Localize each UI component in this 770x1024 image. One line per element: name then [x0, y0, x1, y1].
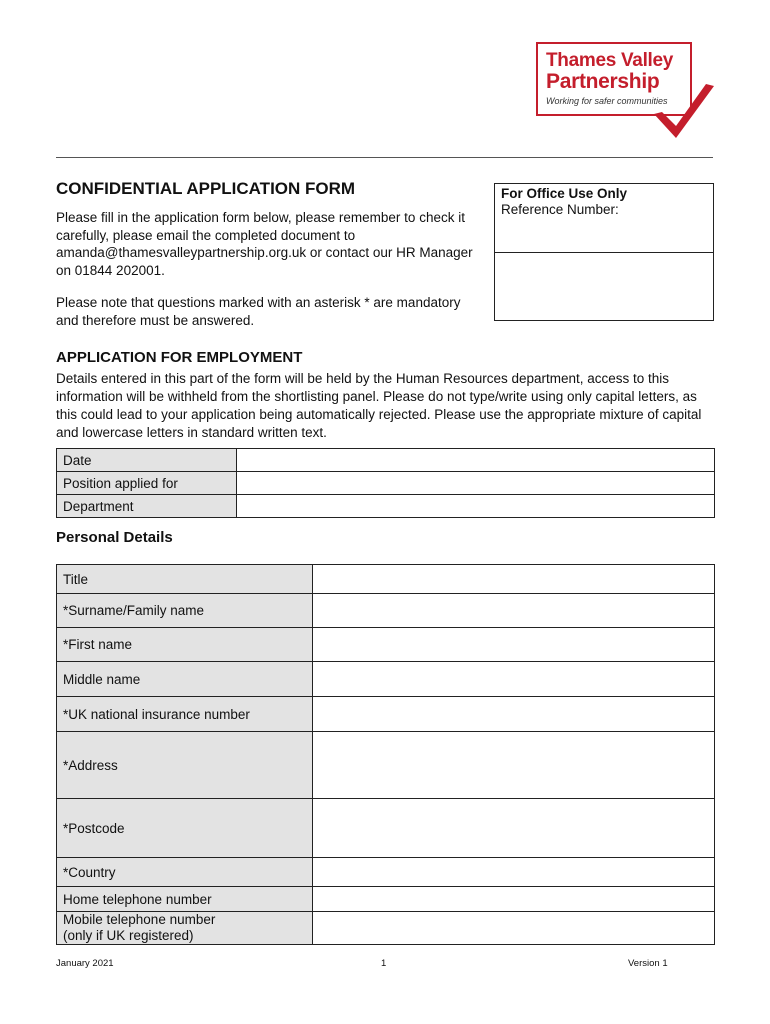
- intro-text: Please fill in the application form below, please remember to check it carefully, please email the completed document to amanda@thamesvalleypartnership.org.uk or contact our HR Manager on 01844 202001.: [56, 210, 473, 278]
- footer-page-number: 1: [381, 958, 387, 969]
- position-input[interactable]: [236, 472, 714, 495]
- logo-line1: Thames Valley: [546, 50, 674, 71]
- ni-number-label: *UK national insurance number: [57, 697, 313, 732]
- reference-number-label: Reference Number:: [501, 202, 619, 217]
- country-input[interactable]: [312, 858, 714, 887]
- home-phone-label: Home telephone number: [57, 887, 313, 912]
- logo: [536, 42, 716, 142]
- table-row: [57, 449, 715, 472]
- logo-line2: Partnership: [546, 70, 660, 93]
- position-label: Position applied for: [57, 472, 237, 495]
- mobile-phone-input[interactable]: [312, 912, 714, 945]
- surname-label: *Surname/Family name: [57, 594, 313, 628]
- table-row: [57, 472, 715, 495]
- first-name-label: *First name: [57, 628, 313, 662]
- office-use-box: [494, 183, 714, 321]
- page-title: CONFIDENTIAL APPLICATION FORM: [56, 179, 356, 198]
- table-row: [57, 912, 715, 945]
- ni-number-input[interactable]: [312, 697, 714, 732]
- table-row: [57, 697, 715, 732]
- middle-name-label: Middle name: [57, 662, 313, 697]
- address-input[interactable]: [312, 732, 714, 799]
- table-row: [57, 594, 715, 628]
- first-name-input[interactable]: [312, 628, 714, 662]
- office-use-header: [495, 184, 713, 253]
- postcode-input[interactable]: [312, 799, 714, 858]
- checkmark-icon: [536, 42, 716, 142]
- employment-table: [56, 448, 715, 518]
- department-input[interactable]: [236, 495, 714, 518]
- table-row: [57, 628, 715, 662]
- logo-tagline: Working for safer communities: [546, 96, 668, 106]
- footer-version: Version 1: [628, 958, 668, 969]
- title-label: Title: [57, 565, 313, 594]
- surname-input[interactable]: [312, 594, 714, 628]
- table-row: [57, 495, 715, 518]
- personal-details-heading: Personal Details: [56, 529, 173, 546]
- table-row: [57, 887, 715, 912]
- personal-details-table: [56, 564, 715, 945]
- employment-heading: APPLICATION FOR EMPLOYMENT: [56, 349, 303, 366]
- date-label: Date: [57, 449, 237, 472]
- table-row: [57, 732, 715, 799]
- table-row: [57, 799, 715, 858]
- postcode-label: *Postcode: [57, 799, 313, 858]
- office-use-heading: For Office Use Only: [501, 186, 628, 201]
- mobile-phone-label-cell: [57, 912, 313, 945]
- mobile-phone-sublabel: (only if UK registered): [63, 928, 194, 943]
- mandatory-note: Please note that questions marked with an asterisk * are mandatory and therefore must be answered.: [56, 295, 461, 328]
- title-input[interactable]: [312, 565, 714, 594]
- header-divider: [56, 157, 713, 158]
- address-label: *Address: [57, 732, 313, 799]
- mobile-phone-label: Mobile telephone number: [63, 912, 216, 927]
- home-phone-input[interactable]: [312, 887, 714, 912]
- footer-date: January 2021: [56, 958, 114, 969]
- country-label: *Country: [57, 858, 313, 887]
- department-label: Department: [57, 495, 237, 518]
- employment-text: Details entered in this part of the form will be held by the Human Resources department, access to this information will be withheld from the shortlisting panel. Please do not type/write using only capital letters, as this could lead to your application being automatically rejected. Please use the appropriate mixture of capital and lowercase letters in standard written text.: [56, 371, 702, 440]
- middle-name-input[interactable]: [312, 662, 714, 697]
- table-row: [57, 662, 715, 697]
- table-row: [57, 858, 715, 887]
- date-input[interactable]: [236, 449, 714, 472]
- table-row: [57, 565, 715, 594]
